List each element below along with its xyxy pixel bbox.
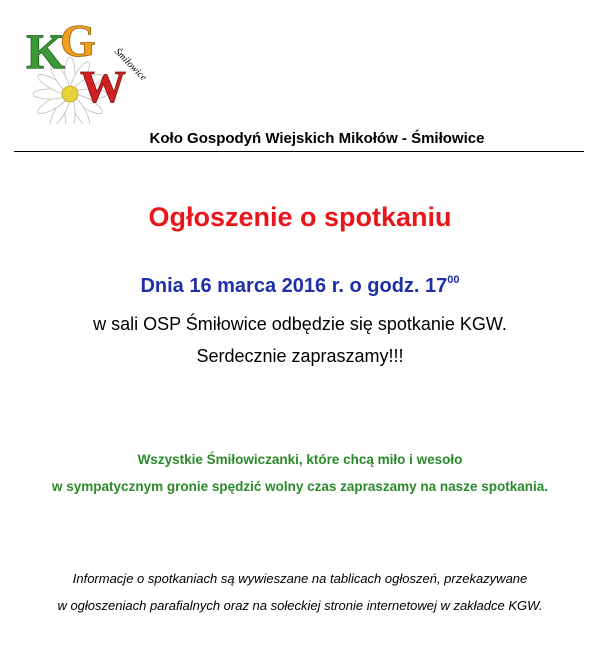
meeting-invite: Serdecznie zapraszamy!!!	[196, 346, 404, 366]
header-divider	[14, 151, 584, 152]
meeting-date	[0, 274, 600, 298]
info-line-1: Informacje o spotkaniach są wywieszane na tablicach ogłoszeń, przekazywane	[72, 571, 528, 586]
meeting-date-text: Dnia 16 marca 2016 r. o godz. 17	[140, 275, 448, 297]
logo-letter-k: K	[26, 23, 65, 79]
invitation-line-2: w sympatycznym gronie spędzić wolny czas zapraszamy na nasze spotkania.	[52, 479, 548, 494]
org-name: Koło Gospodyń Wiejskich Mikołów - Śmiłowice	[149, 130, 485, 147]
page-title: Ogłoszenie o spotkaniu	[148, 202, 452, 232]
info-line-2: w ogłoszeniach parafialnych oraz na sołeckiej stronie internetowej w zakładce KGW.	[57, 598, 543, 613]
kgw-logo	[22, 14, 152, 124]
logo-letter-w: W	[80, 61, 126, 112]
logo-caption: Śmiłowice	[111, 46, 149, 84]
meeting-venue: w sali OSP Śmiłowice odbędzie się spotkanie KGW.	[93, 314, 507, 334]
logo-letter-g: G	[60, 15, 96, 66]
invitation-line-1: Wszystkie Śmiłowiczanki, które chcą miło i wesoło	[137, 452, 463, 467]
meeting-time-minutes: 00	[447, 274, 460, 286]
